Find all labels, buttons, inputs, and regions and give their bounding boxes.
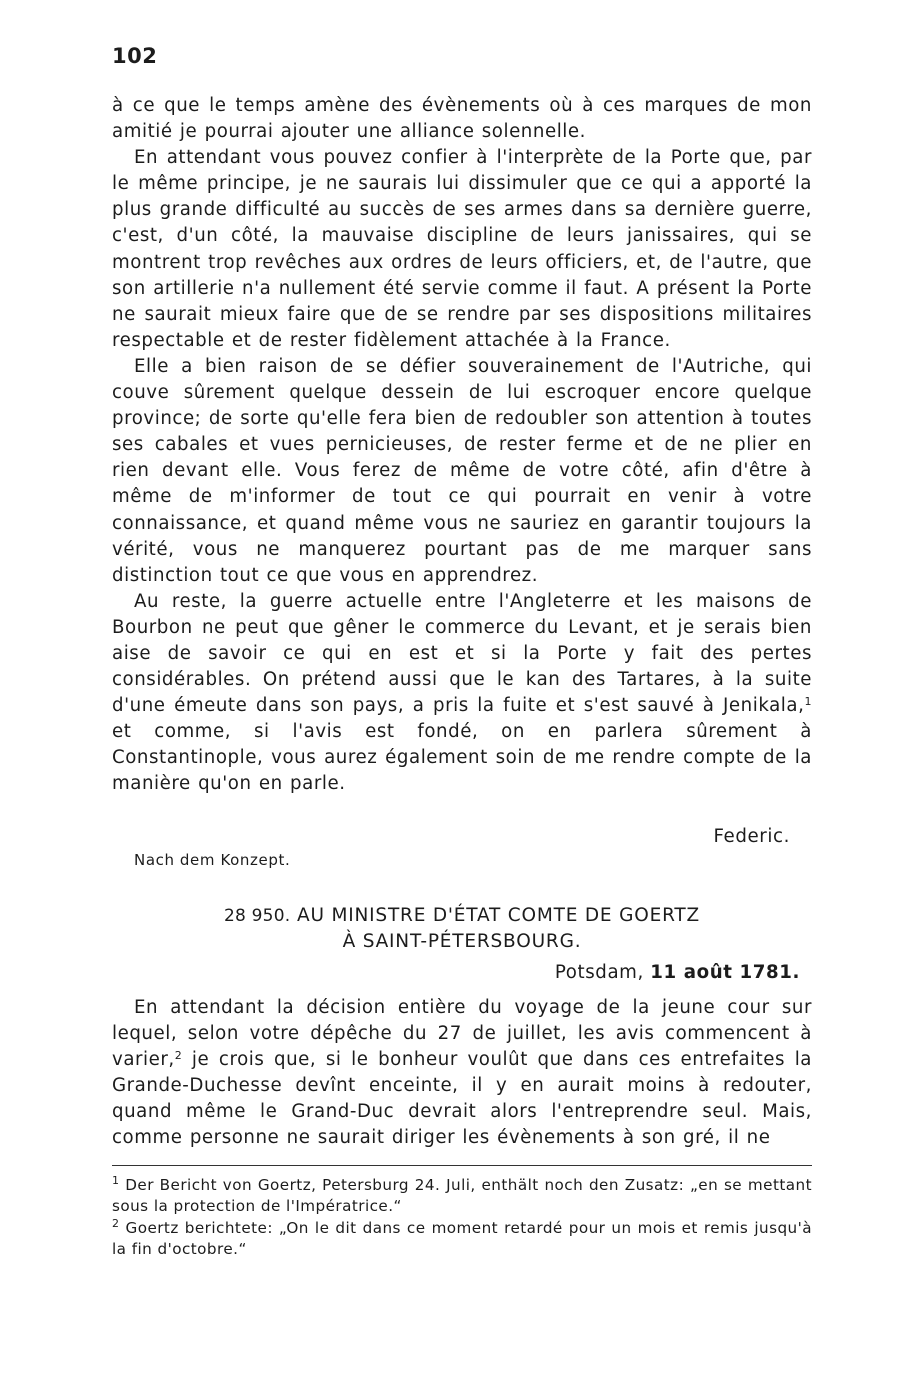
- paragraph: En attendant vous pouvez confier à l'interprète de la Porte que, par le même principe, je ne saurais lui dissimuler que ce qui a apporté la plus grande difficulté au succès de ses armes dans sa dernière guerre, c'est, d'un côté, la mauvaise discipline de leurs janissaires, qui se montrent trop revêches aux ordres de leurs officiers, et, de l'autre, que son artillerie n'a nullement été servie comme il faut. A présent la Porte ne saurait mieux faire que de se rendre par ses dispositions militaires respectable et de rester fidèlement attachée à la France.: [112, 147, 812, 351]
- paragraph-text: En attendant la décision entière du voyage de la jeune cour sur lequel, selon votre dépêche du 27 de juillet, les avis commencent à varier,: [112, 997, 812, 1071]
- paragraph-text: Au reste, la guerre actuelle entre l'Angleterre et les maisons de Bourbon ne peut que gêner le commerce du Levant, et je serais bien aise de savoir ce qui en est et si la Porte y fait des pertes considérables. On prétend aussi que le kan des Tartares, à la suite d'une émeute dans son pays, a pris la fuite et s'est sauvé à Jenikala,: [112, 590, 812, 717]
- footnote-text: Der Bericht von Goertz, Petersburg 24. Juli, enthält noch den Zusatz: „en se mettant sous la protection de l'Impératrice.“: [112, 1176, 812, 1215]
- footnote-text: Goertz berichtete: „On le dit dans ce moment retardé pour un mois et remis jusqu'à la fin d'octobre.“: [112, 1219, 812, 1258]
- paragraph-text: je crois que, si le bonheur voulût que dans ces entrefaites la Grande-Duchesse devînt enceinte, il y en aurait moins à redouter, quand même le Grand-Duc devrait alors l'entreprendre seul. Mais, comme personne ne saurait diriger les évènements à son gré, il ne: [112, 1049, 812, 1149]
- heading-text: AU MINISTRE D'ÉTAT COMTE DE GOERTZ: [297, 905, 700, 926]
- page-number: 102: [112, 44, 158, 68]
- footnotes: [112, 1175, 812, 1261]
- paragraph: Elle a bien raison de se défier souverainement de l'Autriche, qui couve sûrement quelque dessein de lui escroquer encore quelque province; de sorte qu'elle fera bien de redoubler son attention à toutes ses cabales et vues pernicieuses, de rester ferme et de ne plier en rien devant elle. Vous ferez de même de votre côté, afin d'être à même de m'informer de tout ce qui pourrait en venir à votre connaissance, et quand même vous ne sauriez en garantir toujours la vérité, vous ne manquerez pourtant pas de me marquer sans distinction tout ce que vous en apprendrez.: [112, 355, 812, 586]
- heading-line: À SAINT-PÉTERSBOURG.: [342, 931, 582, 952]
- paragraph-text: et comme, si l'avis est fondé, on en parlera sûrement à Constantinople, vous aurez également soin de me rendre compte de la manière qu'on en parle.: [112, 721, 812, 795]
- paragraph: à ce que le temps amène des évènements où à ces marques de mon amitié je pourrai ajouter une alliance solennelle.: [112, 95, 812, 143]
- footnote-reference: 2: [174, 1049, 183, 1063]
- letter-number: 28 950.: [224, 906, 291, 926]
- source-note: Nach dem Konzept.: [134, 851, 291, 869]
- heading-line: [112, 903, 812, 929]
- footnote: [112, 1175, 812, 1216]
- footnote-divider: [112, 1165, 812, 1166]
- footnote-marker: 1: [112, 1174, 120, 1187]
- dateline-place: Potsdam,: [554, 962, 644, 983]
- dateline: [555, 962, 800, 983]
- letter-body: [112, 995, 812, 1152]
- paragraph: [112, 589, 812, 798]
- paragraph: [112, 995, 812, 1152]
- footnote-reference: 1: [804, 695, 812, 709]
- footnote-marker: 2: [112, 1217, 120, 1230]
- footnote: [112, 1218, 812, 1259]
- letter-heading: [112, 903, 812, 955]
- letter-body: [112, 93, 812, 798]
- dateline-date: 11 août 1781.: [650, 962, 800, 983]
- signature: Federic.: [713, 826, 790, 847]
